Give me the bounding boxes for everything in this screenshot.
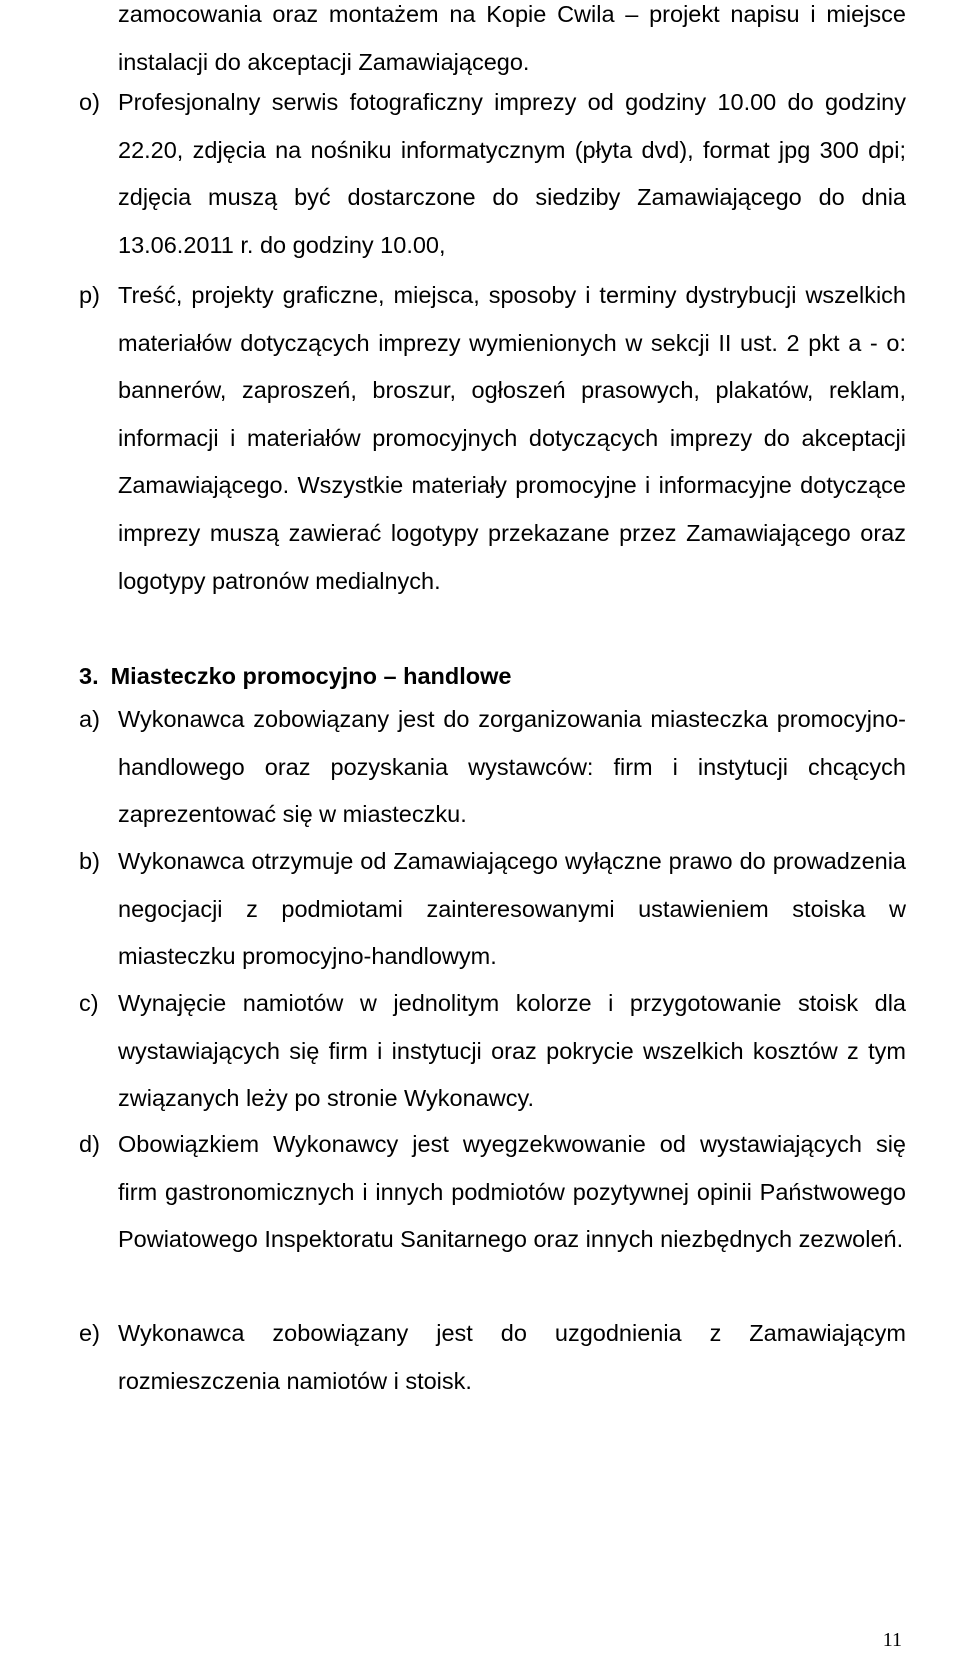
section-heading xyxy=(79,653,512,701)
list-item-text-o: Profesjonalny serwis fotograficzny imprezy od godziny 10.00 do godziny 22.20, zdjęcia na nośniku informatycznym (płyta dvd), format jpg 300 dpi; zdjęcia muszą być dostarczone do siedziby Zamawiającego do dnia 13.06.2011 r. do godziny 10.00, xyxy=(118,89,906,258)
list-item-text-a: Wykonawca zobowiązany jest do zorganizowania miasteczka promocyjno-handlowego oraz pozyskania wystawców: firm i instytucji chcących zaprezentować się w miasteczku. xyxy=(118,706,906,828)
list-item-text-e: Wykonawca zobowiązany jest do uzgodnienia z Zamawiającym rozmieszczenia namiotów i stoisk. xyxy=(118,1320,906,1394)
list-item-label-b: b) xyxy=(79,848,100,874)
list-item-label-e: e) xyxy=(79,1320,100,1346)
list-item-text-c: Wynajęcie namiotów w jednolitym kolorze i przygotowanie stoisk dla wystawiających się firm i instytucji oraz pokrycie wszelkich kosztów z tym związanych leży po stronie Wykonawcy. xyxy=(118,990,906,1112)
list-item-text-d: Obowiązkiem Wykonawcy jest wyegzekwowanie od wystawiających się firm gastronomicznych i innych podmiotów pozytywnej opinii Państwowego Powiatowego Inspektoratu Sanitarnego oraz innych niezbędnych zezwoleń. xyxy=(118,1131,906,1253)
list-item-label-o: o) xyxy=(79,89,100,115)
continuation-paragraph: zamocowania oraz montażem na Kopie Cwila – projekt napisu i miejsce instalacji do akceptacji Zamawiającego. xyxy=(118,1,906,75)
list-item-label-a: a) xyxy=(79,706,100,732)
list-item-label-p: p) xyxy=(79,282,100,308)
list-item-text-p: Treść, projekty graficzne, miejsca, sposoby i terminy dystrybucji wszelkich materiałów dotyczących imprezy wymienionych w sekcji II ust. 2 pkt a - o: bannerów, zaproszeń, broszur, ogłoszeń prasowych, plakatów, reklam, informacji i materiałów promocyjnych dotyczących imprezy do akceptacji Zamawiającego. Wszystkie materiały promocyjne i informacyjne dotyczące imprezy muszą zawierać logotypy przekazane przez Zamawiającego oraz logotypy patronów medialnych. xyxy=(118,282,906,594)
list-item-label-c: c) xyxy=(79,990,99,1016)
section-number: 3. xyxy=(79,663,99,689)
section-title: Miasteczko promocyjno – handlowe xyxy=(110,663,512,689)
list-item-text-b: Wykonawca otrzymuje od Zamawiającego wyłączne prawo do prowadzenia negocjacji z podmiotami zainteresowanymi ustawieniem stoiska w miasteczku promocyjno-handlowym. xyxy=(118,848,906,970)
list-item-label-d: d) xyxy=(79,1131,100,1157)
page-number: 11 xyxy=(882,1629,902,1651)
